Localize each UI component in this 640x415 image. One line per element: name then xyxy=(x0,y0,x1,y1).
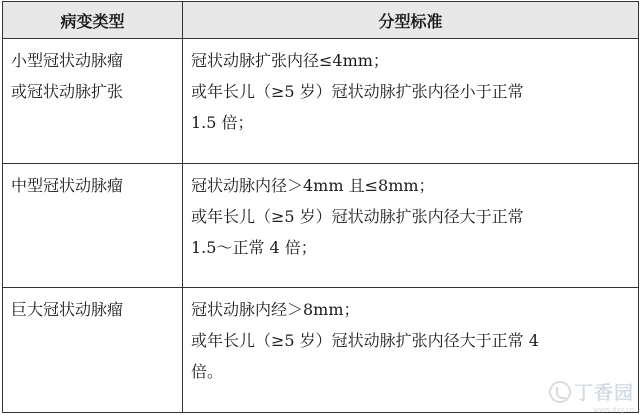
cell-text: 冠状动脉扩张内径≤4mm； xyxy=(191,51,389,70)
classification-table xyxy=(2,1,639,413)
header-classification-standard: 分型标准 xyxy=(183,2,639,39)
header-lesion-type: 病变类型 xyxy=(3,2,183,39)
cell-text: 中型冠状动脉瘤 xyxy=(11,175,124,195)
cell-text: 或年长儿（≥5 岁）冠状动脉扩张内径大于正常 xyxy=(191,206,524,226)
cell-text: 小型冠状动脉瘤 xyxy=(11,51,124,70)
table-header-row xyxy=(3,2,639,39)
cell-text: 或年长儿（≥5 岁）冠状动脉扩张内径小于正常 xyxy=(191,82,524,101)
table-row xyxy=(3,39,639,164)
lesion-type-cell xyxy=(3,163,183,288)
cell-text: 1.5～正常 4 倍； xyxy=(191,237,317,257)
cell-text: 巨大冠状动脉瘤 xyxy=(11,300,124,320)
cell-text: 倍。 xyxy=(191,362,224,382)
watermark-url: www.dxy.cn xyxy=(593,406,634,414)
lesion-type-cell xyxy=(3,288,183,413)
standard-cell xyxy=(183,39,639,164)
cell-text: 冠状动脉内经＞8mm； xyxy=(191,300,360,320)
standard-cell xyxy=(183,163,639,288)
lesion-type-cell xyxy=(3,39,183,164)
cell-text: 或冠状动脉扩张 xyxy=(11,82,124,101)
cell-text: 或年长儿（≥5 岁）冠状动脉扩张内径大于正常 4 xyxy=(191,331,539,351)
table-row xyxy=(3,288,639,413)
cell-text: 1.5 倍； xyxy=(191,113,254,132)
cell-text: 冠状动脉内径＞4mm 且≤8mm； xyxy=(191,175,435,195)
standard-cell xyxy=(183,288,639,413)
watermark-text: 丁香园 xyxy=(573,382,634,404)
table-row xyxy=(3,163,639,288)
